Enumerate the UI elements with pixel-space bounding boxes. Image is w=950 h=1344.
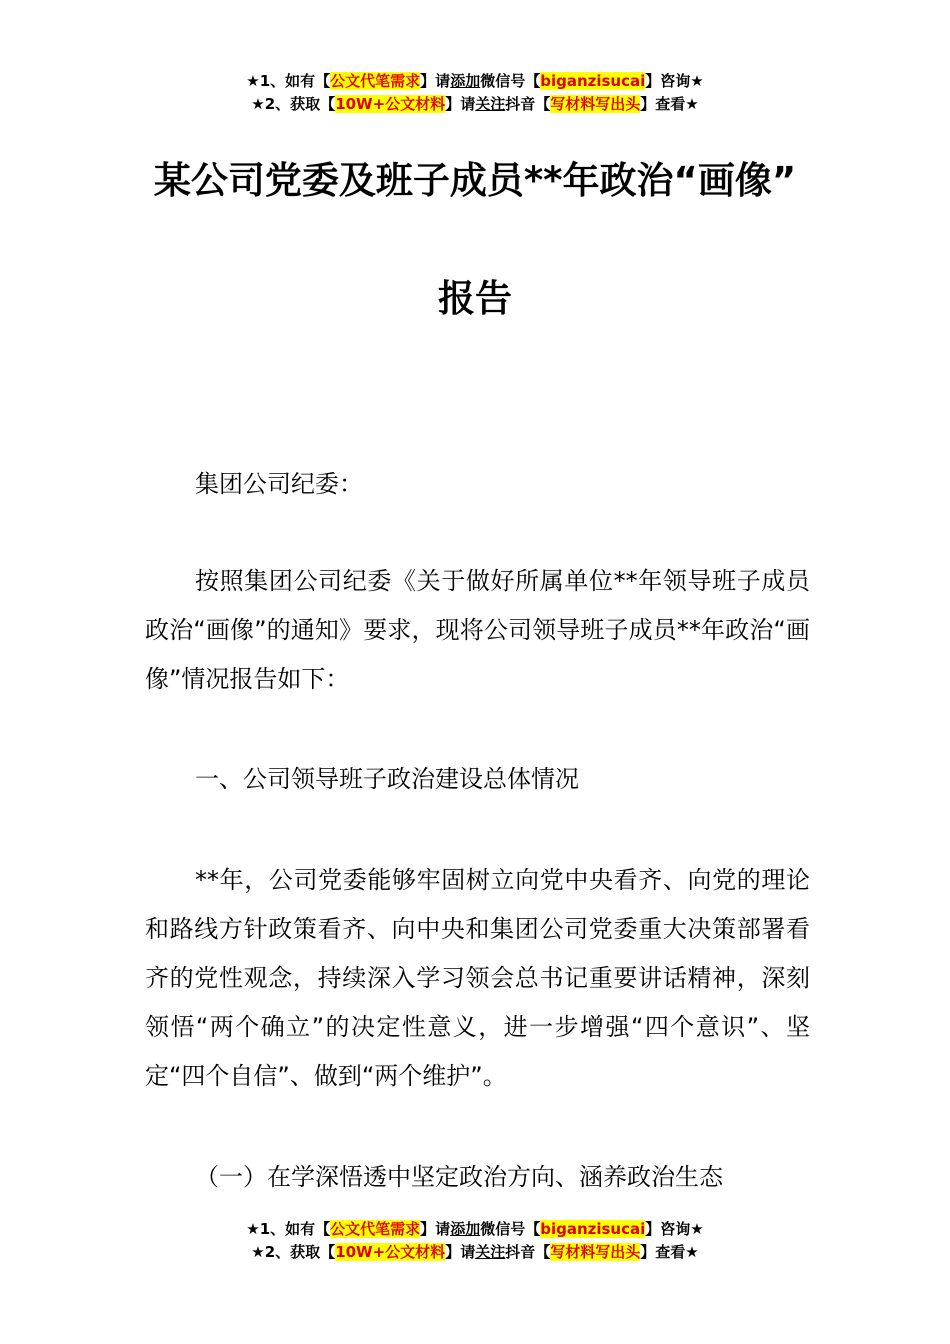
promo-underlined: 添加 <box>450 72 481 90</box>
promo-highlight: 写材料写出头 <box>550 95 641 113</box>
promo-line-2 <box>0 1241 950 1264</box>
promo-text: ★2、获取【 <box>251 1243 336 1261</box>
promo-highlight: 10W+公文材料 <box>335 95 446 113</box>
promo-text: ★1、如有【 <box>246 72 331 90</box>
promo-highlight: 写材料写出头 <box>550 1243 641 1261</box>
promo-text: 微信号【 <box>480 72 541 90</box>
document-title-continued: 报告 <box>438 277 512 320</box>
promo-text: 抖音【 <box>505 95 551 113</box>
paragraph-body: **年，公司党委能够牢固树立向党中央看齐、向党的理论和路线方针政策看齐、向中央和集团公司党委重大决策部署看齐的党性观念，持续深入学习领会总书记重要讲话精神，深刻领悟“两个确立”的决定性意义，进一步增强“四个意识”、坚定“四个自信”、做到“两个维护”。 <box>145 866 810 1090</box>
promo-underlined: 关注 <box>475 1243 506 1261</box>
promo-text: 】请 <box>445 1243 476 1261</box>
paragraph-intro: 按照集团公司纪委《关于做好所属单位**年领导班子成员政治“画像”的通知》要求，现将公司领导班子成员**年政治“画像”情况报告如下： <box>145 567 810 693</box>
promo-text: 】请 <box>420 72 451 90</box>
promo-underlined: 添加 <box>450 1220 481 1238</box>
promo-highlight: 公文代笔需求 <box>330 1220 421 1238</box>
promo-notice-top <box>0 70 950 116</box>
promo-text: 】请 <box>420 1220 451 1238</box>
promo-text: ★2、获取【 <box>251 95 336 113</box>
promo-line-1 <box>0 1218 950 1241</box>
promo-text: 】查看★ <box>640 95 699 113</box>
salutation: 集团公司纪委： <box>195 470 363 498</box>
promo-text: 】咨询★ <box>645 1220 704 1238</box>
section-heading: 一、公司领导班子政治建设总体情况 <box>195 765 579 793</box>
promo-text: ★1、如有【 <box>246 1220 331 1238</box>
promo-text: 】查看★ <box>640 1243 699 1261</box>
promo-highlight: 10W+公文材料 <box>335 1243 446 1261</box>
promo-highlight: biganzisucai <box>540 72 646 90</box>
subsection-heading: （一）在学深悟透中坚定政治方向、涵养政治生态 <box>195 1163 723 1191</box>
promo-line-1 <box>0 70 950 93</box>
promo-text: 】咨询★ <box>645 72 704 90</box>
promo-notice-bottom <box>0 1218 950 1264</box>
promo-text: 抖音【 <box>505 1243 551 1261</box>
promo-highlight: biganzisucai <box>540 1220 646 1238</box>
promo-highlight: 公文代笔需求 <box>330 72 421 90</box>
promo-text: 】请 <box>445 95 476 113</box>
promo-line-2 <box>0 93 950 116</box>
promo-underlined: 关注 <box>475 95 506 113</box>
promo-text: 微信号【 <box>480 1220 541 1238</box>
document-title: 某公司党委及班子成员**年政治“画像” <box>153 159 797 202</box>
